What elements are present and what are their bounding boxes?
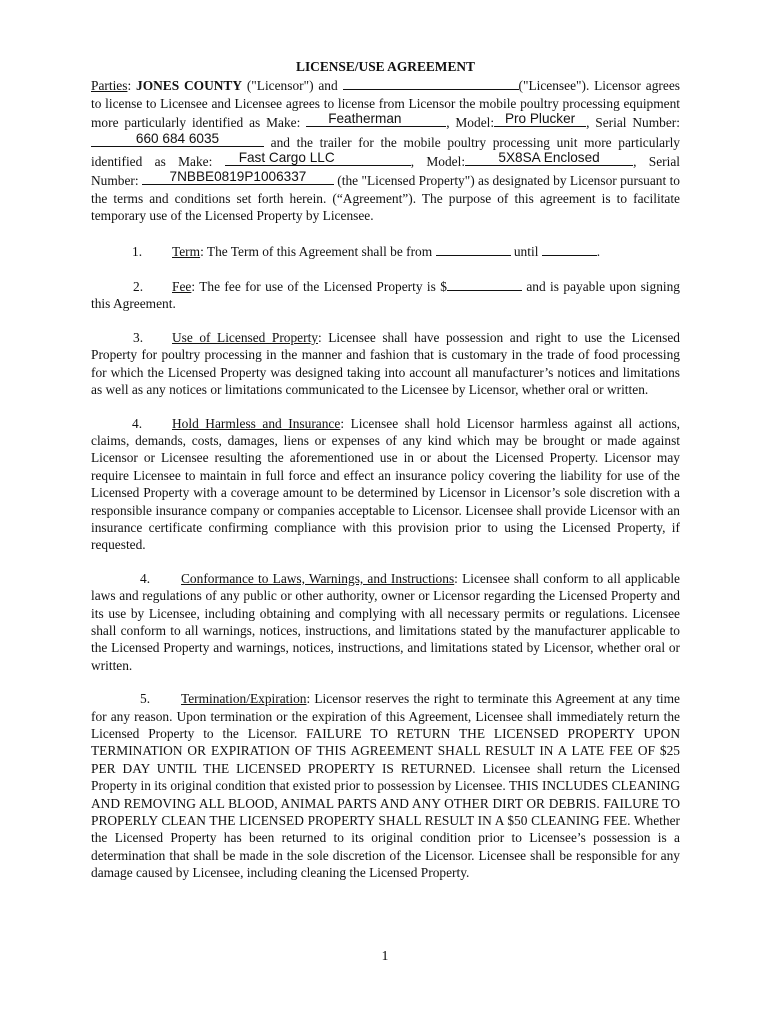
model-label: Model:	[455, 115, 495, 131]
model-1-field[interactable]	[494, 112, 586, 127]
trailer-text: and the trailer for the mobile	[264, 134, 441, 150]
section-heading: Conformance to Laws, Warnings, and Instructions	[181, 570, 455, 586]
term-end-field[interactable]	[542, 241, 597, 256]
section-text: : Licensor reserves the right to terminate this Agreement at any time for any reason. Upon termination or the expiration of this Agreement, Licensee shall immediately return the Licensed Property to the Licensor. FAILURE TO RETURN THE LICENSED PROPERTY UPON TERMINATION OR EXPIRATION OF THIS AGREEMENT SHALL RESULT IN A LATE FEE OF $25 PER DAY UNTIL THE LICENSED PROPERTY IS RETURNED. Licensee shall return the Licensed Property in its original condition that existed prior to possession by Licensee. THIS INCLUDES CLEANING AND REMOVING ALL BLOOD, ANIMAL PARTS AND ANY OTHER DIRT OR DEBRIS. FAILURE TO PROPERLY CLEAN THE LICENSED PROPERTY SHALL RESULT IN A $50 CLEANING FEE. Whether the Licensed Property has been returned to its original condition prior to Licensee’s possession is a determination that shall be made in the sole discretion of the Licensor. Licensee shall be responsible for any damage caused by Licensee, including cleaning the Licensed Property.	[91, 691, 680, 881]
document-title: LICENSE/USE AGREEMENT	[296, 59, 475, 74]
section-number: 3.	[133, 329, 144, 345]
parties-label: Parties	[91, 78, 128, 94]
section-number: 4.	[140, 570, 151, 586]
section-termination	[91, 690, 680, 881]
serial-label: , Serial Number:	[91, 154, 680, 189]
section-text: : Licensee shall conform to all applicable laws and regulations of any public or other authority, owner or Licensor regarding the Licensed Property and its use by Licensee, including obtaining and complying with all necessary permits or regulations. Licensee shall conform to all warnings, notices, instructions, and limitations stated by the manufacturer applicable to the Licensed Property and warnings, notices, instructions, and limitations stated by Licensor, whether oral or written.	[91, 570, 680, 673]
model-label: Model:	[426, 154, 466, 170]
section-hold-harmless	[91, 415, 680, 554]
model-1-value: Pro Plucker	[504, 111, 576, 127]
licensor-role: ("Licensor") and	[242, 78, 343, 94]
make-1-field[interactable]	[306, 112, 446, 127]
intro-rest: Property") as designated by Licensor pursuant to the terms and conditions set forth herein. (“Agreement”). The purpose of this agreement is to facilitate temporary use of the Licensed Property by Licensee.	[91, 173, 680, 224]
section-text: : Licensee shall have possession and right to use the Licensed Property for poultry processing in the manner and fashion that is customary in the trade of food processing for which the Licensed Property was designed taking into account all manufacturer’s notices and limitations as well as any notices or limitations communicated to the Licensee by Licensor, whether oral or written.	[91, 329, 680, 398]
fee-amount-field[interactable]	[447, 276, 522, 291]
section-text: : The fee for use of the Licensed Property is $	[191, 279, 447, 295]
section-number: 5.	[140, 691, 151, 707]
section-conformance	[91, 570, 680, 674]
page-number: 1	[381, 948, 389, 963]
intro-line: poultry processing equipment more particularly identified as Make:	[91, 95, 681, 131]
licensee-name-field[interactable]	[343, 75, 519, 90]
make-2-field[interactable]	[225, 151, 411, 166]
intro-paragraph: Parties: JONES COUNTY ("Licensor") and ("Licensee"). Licensor agrees to license to Licensee and Licensee agrees to license from Licensor the mobile poultry processing equipment more particularly identified as Make: Featherman , Model: Pro Plucker , Serial Number: 660 684 6035 and the trailer for the mobile poultry processing unit more particularly identified as Make: Fast Cargo LLC , Model: 5X8SA Enclosed , Serial Number: 7NBBE0819P1006337 (the "Licensed Property") as designated by Licensor pursuant to the terms and conditions set forth herein. (“Agreement”). The purpose of this agreement is to facilitate temporary use of the Licensed Property by Licensee.	[91, 75, 680, 224]
document-page	[91, 58, 680, 882]
section-text: .	[596, 243, 601, 259]
section-number: 2.	[133, 279, 144, 295]
model-2-value: 5X8SA Enclosed	[498, 150, 600, 166]
serial-2-value: 7NBBE0819P1006337	[169, 169, 307, 185]
section-heading: Termination/Expiration	[181, 691, 307, 707]
section-heading: Use of Licensed Property	[172, 329, 318, 345]
section-text: : The Term of this Agreement shall be from	[200, 243, 436, 259]
term-start-field[interactable]	[436, 241, 511, 256]
serial-label: , Serial Number:	[586, 115, 680, 131]
section-term	[91, 241, 680, 260]
serial-1-value: 660 684 6035	[135, 130, 220, 146]
section-heading: Hold Harmless and Insurance	[172, 415, 341, 431]
section-fee	[91, 276, 680, 313]
section-number: 4.	[132, 415, 143, 431]
licensor-name: JONES COUNTY	[136, 78, 243, 94]
section-text: and is payable upon signing this Agreement.	[91, 279, 681, 312]
model-2-field[interactable]	[465, 151, 633, 166]
licensee-role: ("Licensee").	[518, 78, 590, 94]
make-2-value: Fast Cargo LLC	[238, 150, 335, 166]
section-text: : Licensee shall hold Licensor harmless against all actions, claims, demands, costs, damages, liens or expenses of any kind which may be brought or made against Licensor or Licensee resulting the aforementioned use in or about the Licensed Property. Licensor may require Licensee to maintain in full force and effect an insurance policy covering the liability for use of the Licensed Property with a coverage amount to be determined by Licensor in Licensor’s sole discretion with a responsible insurance company or companies acceptable to Licensor. Licensee shall provide Licensor with an insurance certificate confirming compliance with this provision prior to using the Licensed Property, if requested.	[91, 415, 680, 553]
serial-1-field[interactable]	[91, 132, 264, 147]
section-number: 1.	[132, 243, 143, 259]
section-heading: Term	[172, 243, 201, 259]
section-use	[91, 329, 680, 399]
make-1-value: Featherman	[328, 111, 402, 127]
serial-2-field[interactable]	[142, 170, 334, 185]
section-heading: Fee	[172, 279, 192, 295]
licensed-text: (the "Licensed	[333, 173, 416, 189]
section-text: until	[510, 243, 542, 259]
intro-line: Licensor agrees to license to Licensee and Licensee agrees to license from Licensor the mobile	[91, 78, 680, 111]
intro-line: poultry processing unit more particularly identified as Make:	[91, 134, 680, 170]
